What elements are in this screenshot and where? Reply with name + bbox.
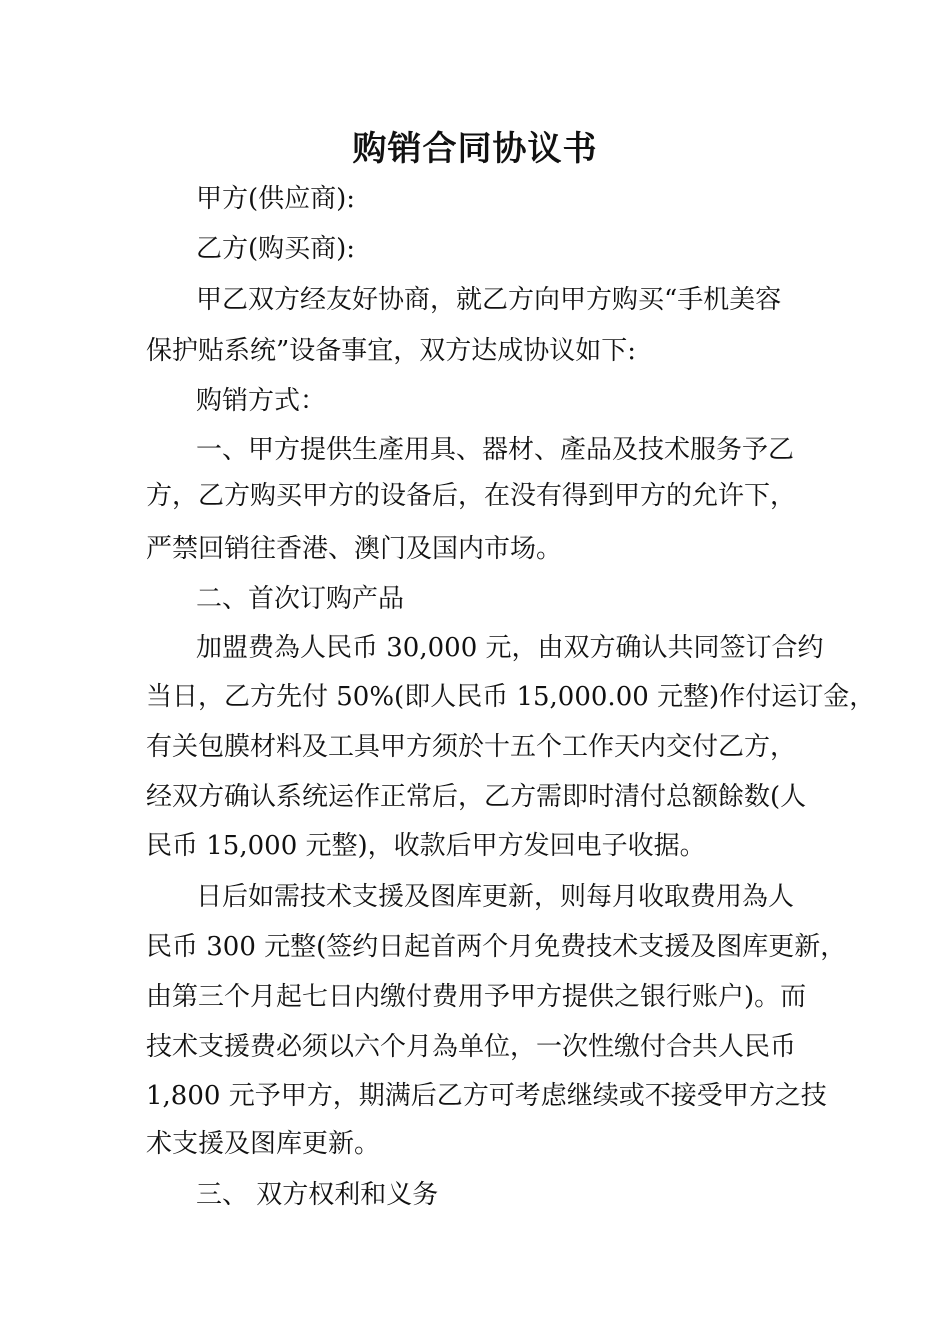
paragraph-line: 加盟费為人民币 30,000 元，由双方确认共同签订合约 (196, 633, 824, 663)
paragraph-line: 当日，乙方先付 50%(即人民币 15,000.00 元整)作付运订金， (146, 682, 876, 712)
paragraph-line: 1,800 元予甲方，期满后乙方可考虑继续或不接受甲方之技 (146, 1081, 827, 1111)
paragraph-line: 经双方确认系统运作正常后，乙方需即时清付总额餘数(人 (146, 782, 807, 812)
paragraph-line: 术支援及图库更新。 (146, 1129, 381, 1159)
paragraph-line: 有关包膜材料及工具甲方须於十五个工作天内交付乙方， (146, 732, 797, 762)
paragraph-line: 民币 15,000 元整)，收款后甲方发回电子收据。 (146, 831, 706, 861)
paragraph-line: 严禁回销往香港、澳门及国内市场。 (146, 534, 563, 564)
section-heading: 三、 双方权利和义务 (196, 1180, 439, 1210)
paragraph-line: 由第三个月起七日内缴付费用予甲方提供之银行账户)。而 (146, 982, 807, 1012)
party-a-line: 甲方(供应商): (196, 184, 356, 214)
paragraph-line: 保护贴系统”设备事宜，双方达成协议如下: (146, 336, 637, 366)
paragraph-line: 民币 300 元整(签约日起首两个月免费技术支援及图库更新， (146, 932, 847, 962)
section-heading: 购销方式： (196, 386, 327, 416)
document-title: 购销合同协议书 (352, 129, 598, 169)
party-b-line: 乙方(购买商): (196, 234, 356, 264)
paragraph-line: 一、甲方提供生產用具、器材、產品及技术服务予乙 (196, 435, 795, 465)
paragraph-line: 日后如需技术支援及图库更新，则每月收取费用為人 (196, 882, 795, 912)
paragraph-line: 技术支援费必须以六个月為单位，一次性缴付合共人民币 (146, 1032, 797, 1062)
paragraph-line: 甲乙双方经友好协商，就乙方向甲方购买“手机美容 (196, 285, 782, 315)
section-heading: 二、首次订购产品 (196, 584, 405, 614)
paragraph-line: 方，乙方购买甲方的设备后，在没有得到甲方的允许下， (146, 481, 797, 511)
